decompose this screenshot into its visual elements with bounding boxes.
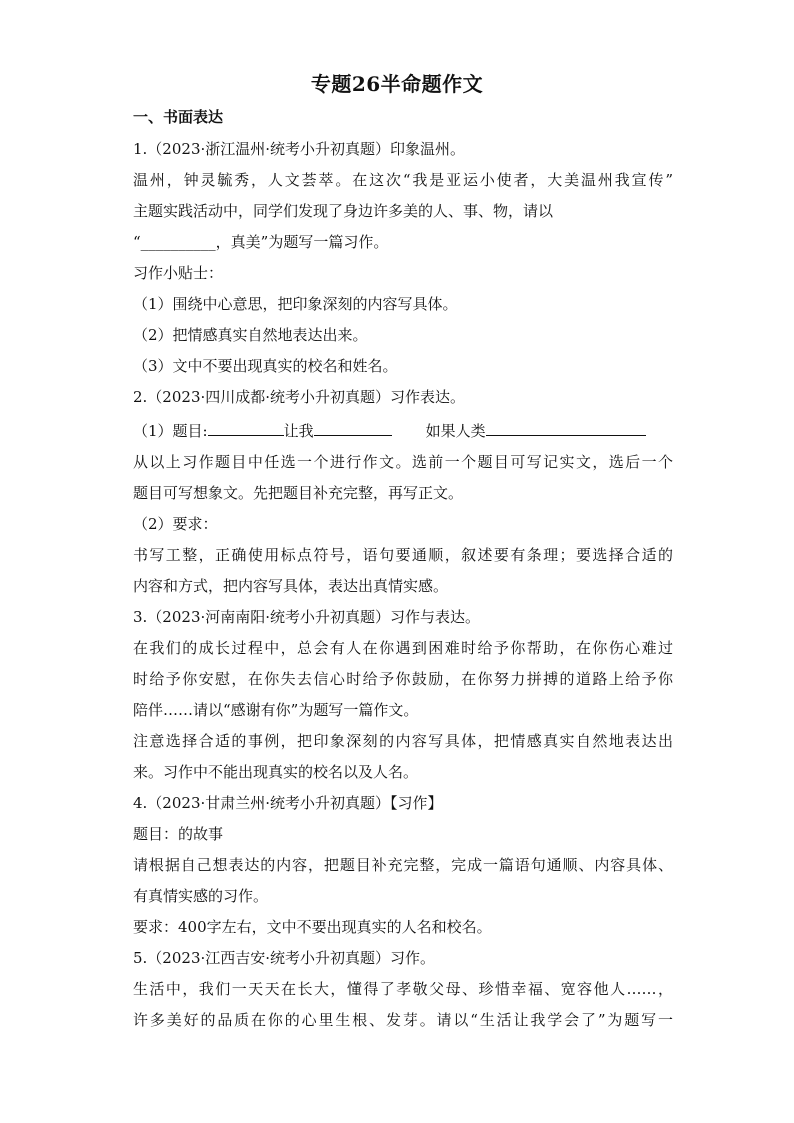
question-1-tip: （1）围绕中心意思，把印象深刻的内容写具体。	[133, 295, 458, 313]
question-2-option-mid: 让我	[283, 422, 314, 440]
question-3-paragraph: 时给予你安慰，在你失去信心时给予你鼓励，在你努力拼搏的道路上给予你	[133, 670, 673, 688]
question-3-header: 3.（2023·河南南阳·统考小升初真题）习作与表达。	[133, 608, 481, 626]
question-3-paragraph: 注意选择合适的事例，把印象深刻的内容写具体，把情感真实自然地表达出	[133, 732, 673, 750]
question-4-paragraph: 题目：的故事	[133, 825, 224, 843]
question-2-requirements-heading: （2）要求：	[133, 515, 218, 533]
question-1-header: 1.（2023·浙江温州·统考小升初真题）印象温州。	[133, 140, 466, 158]
question-4-paragraph: 请根据自己想表达的内容，把题目补充完整，完成一篇语句通顺、内容具体、	[133, 856, 673, 874]
question-3-paragraph: 在我们的成长过程中，总会有人在你遇到困难时给予你帮助，在你伤心难过	[133, 639, 673, 657]
question-2-paragraph: 内容和方式，把内容写具体，表达出真情实感。	[133, 577, 449, 595]
question-1-paragraph: 温州，钟灵毓秀，人文荟萃。在这次“我是亚运小使者，大美温州我宣传”	[133, 171, 673, 189]
question-3-paragraph: 来。习作中不能出现真实的校名以及人名。	[133, 763, 419, 781]
question-1-paragraph: 主题实践活动中，同学们发现了身边许多美的人、事、物，请以	[133, 202, 554, 220]
question-2-title-options	[133, 421, 673, 441]
question-1-tip: （2）把情感真实自然地表达出来。	[133, 326, 368, 344]
page-title: 专题26半命题作文	[310, 72, 484, 96]
question-2-paragraph: 题目可写想象文。先把题目补充完整，再写正文。	[133, 484, 464, 502]
question-2-paragraph: 书写工整，正确使用标点符号，语句要通顺，叙述要有条理；要选择合适的	[133, 546, 673, 564]
question-4-paragraph: 有真情实感的习作。	[133, 887, 269, 905]
question-1-tips-heading: 习作小贴士：	[133, 264, 224, 282]
fill-blank	[486, 421, 646, 436]
question-5-header: 5.（2023·江西吉安·统考小升初真题）习作。	[133, 949, 436, 967]
question-2-option-last: 如果人类	[425, 422, 486, 440]
question-3-paragraph: 陪伴……请以“感谢有你”为题写一篇作文。	[133, 701, 419, 719]
question-2-paragraph: 从以上习作题目中任选一个进行作文。选前一个题目可写记实文，选后一个	[133, 453, 673, 471]
question-5-paragraph: 许多美好的品质在你的心里生根、发芽。请以“生活让我学会了”为题写一	[133, 1011, 673, 1029]
question-5-paragraph: 生活中，我们一天天在长大，懂得了孝敬父母、珍惜幸福、宽容他人……，	[133, 980, 673, 998]
fill-blank	[208, 421, 284, 436]
question-2-header: 2.（2023·四川成都·统考小升初真题）习作表达。	[133, 388, 466, 406]
question-4-header: 4.（2023·甘肃兰州·统考小升初真题）【习作】	[133, 794, 443, 812]
fill-blank	[314, 421, 392, 436]
section-heading: 一、书面表达	[133, 108, 224, 126]
question-2-option-prefix: （1）题目:	[133, 422, 208, 440]
question-1-tip: （3）文中不要出现真实的校名和姓名。	[133, 357, 398, 375]
question-4-paragraph: 要求：400字左右，文中不要出现真实的人名和校名。	[133, 918, 492, 936]
question-1-paragraph: “__________，真美”为题写一篇习作。	[133, 233, 389, 251]
